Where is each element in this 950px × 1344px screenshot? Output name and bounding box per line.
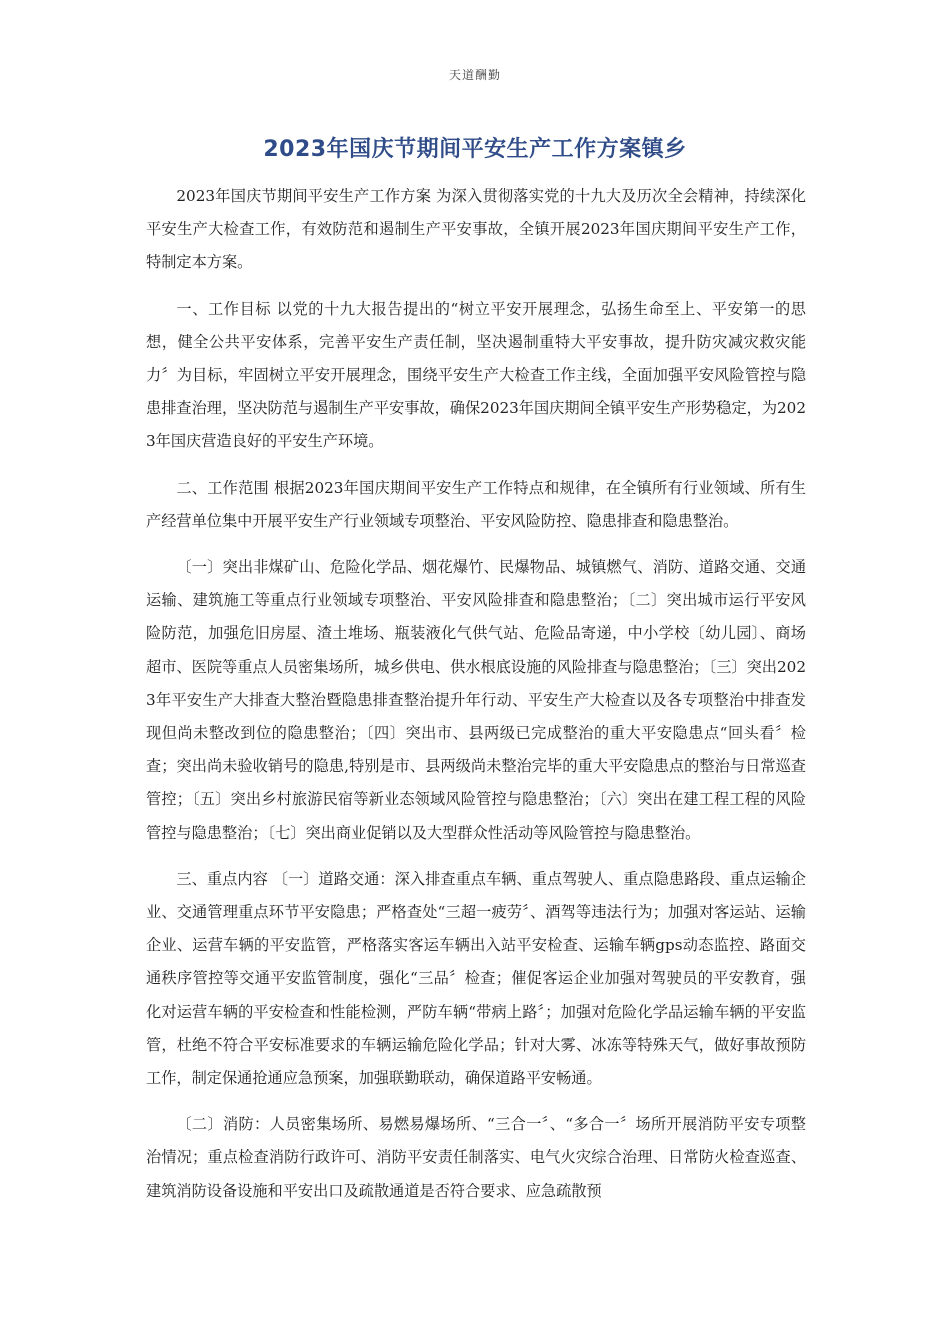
paragraph-intro: 2023年国庆节期间平安生产工作方案 为深入贯彻落实党的十九大及历次全会精神，持续深化平安生产大检查工作，有效防范和遏制生产平安事故，全镇开展2023年国庆期间平安生产工作，特制定本方案。	[146, 187, 806, 272]
paragraph-key-content-traffic: 三、重点内容 〔一〕道路交通：深入排查重点车辆、重点驾驶人、重点隐患路段、重点运输企业、交通管理重点环节平安隐患；严格查处“三超一疲劳〞、酒驾等违法行为；加强对客运站、运输企业、运营车辆的平安监管，严格落实客运车辆出入站平安检查、运输车辆gps动态监控、路面交通秩序管控等交通平安监管制度，强化“三品〞检查；催促客运企业加强对驾驶员的平安教育，强化对运营车辆的平安检查和性能检测，严防车辆“带病上路〞；加强对危险化学品运输车辆的平安监管，杜绝不符合平安标准要求的车辆运输危险化学品；针对大雾、冰冻等特殊天气，做好事故预防工作，制定保通抢通应急预案，加强联勤联动，确保道路平安畅通。	[146, 869, 806, 1088]
document-title: 2023年国庆节期间平安生产工作方案镇乡	[263, 137, 687, 162]
paragraph-scope-items: 〔一〕突出非煤矿山、危险化学品、烟花爆竹、民爆物品、城镇燃气、消防、道路交通、交通运输、建筑施工等重点行业领域专项整治、平安风险排查和隐患整治；〔二〕突出城市运行平安风险防范，加强危旧房屋、渣土堆场、瓶装液化气供气站、危险品寄递，中小学校〔幼儿园〕、商场超市、医院等重点人员密集场所，城乡供电、供水根底设施的风险排查与隐患整治；〔三〕突出2023年平安生产大排查大整治暨隐患排查整治提升年行动、平安生产大检查以及各专项整治中排查发现但尚未整改到位的隐患整治；〔四〕突出市、县两级已完成整治的重大平安隐患点“回头看〞检查；突出尚未验收销号的隐患,特别是市、县两级尚未整治完毕的重大平安隐患点的整治与日常巡查管控；〔五〕突出乡村旅游民宿等新业态领域风险管控与隐患整治；〔六〕突出在建工程工程的风险管控与隐患整治；〔七〕突出商业促销以及大型群众性活动等风险管控与隐患整治。	[146, 558, 806, 842]
document-body	[146, 180, 806, 1221]
paragraph-work-goal: 一、工作目标 以党的十九大报告提出的“树立平安开展理念，弘扬生命至上、平安第一的思想，健全公共平安体系，完善平安生产责任制，坚决遏制重特大平安事故，提升防灾减灾救灾能力〞为目标，牢固树立平安开展理念，围绕平安生产大检查工作主线，全面加强平安风险管控与隐患排查治理，坚决防范与遏制生产平安事故，确保2023年国庆期间全镇平安生产形势稳定，为2023年国庆营造良好的平安生产环境。	[146, 299, 806, 451]
paragraph-key-content-fire: 〔二〕消防：人员密集场所、易燃易爆场所、“三合一〞、“多合一〞场所开展消防平安专项整治情况；重点检查消防行政许可、消防平安责任制落实、电气火灾综合治理、日常防火检查巡查、建筑消防设备设施和平安出口及疏散通道是否符合要求、应急疏散预	[146, 1115, 806, 1200]
paragraph-work-scope: 二、工作范围 根据2023年国庆期间平安生产工作特点和规律，在全镇所有行业领域、所有生产经营单位集中开展平安生产行业领域专项整治、平安风险防控、隐患排查和隐患整治。	[146, 478, 806, 530]
header-motto: 天道酬勤	[448, 68, 501, 82]
